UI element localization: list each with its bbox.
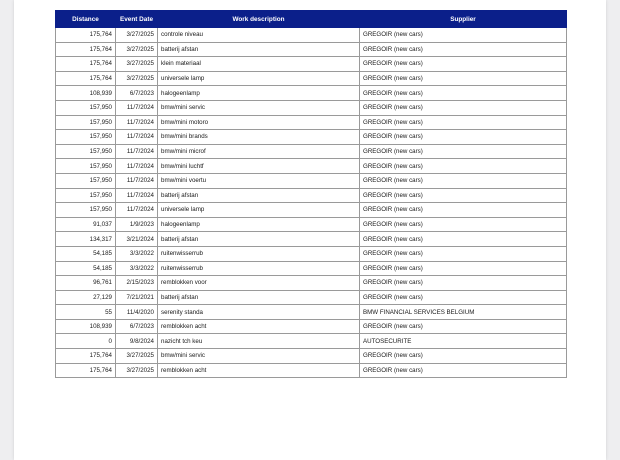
table-row <box>56 188 567 203</box>
table-row <box>56 305 567 320</box>
table-row <box>56 319 567 334</box>
table-row <box>56 232 567 247</box>
table-row <box>56 86 567 101</box>
event-date-cell: 3/3/2022 <box>116 246 158 261</box>
supplier-cell: GREGOIR (new cars) <box>360 100 567 115</box>
distance-cell: 175,764 <box>56 28 116 43</box>
event-date-cell: 11/7/2024 <box>116 115 158 130</box>
distance-cell: 175,764 <box>56 57 116 72</box>
event-date-cell: 3/27/2025 <box>116 57 158 72</box>
supplier-cell: GREGOIR (new cars) <box>360 217 567 232</box>
column-header-event-date: Event Date <box>116 11 158 28</box>
table-row <box>56 290 567 305</box>
service-history-table <box>55 10 567 378</box>
event-date-cell: 6/7/2023 <box>116 86 158 101</box>
event-date-cell: 3/21/2024 <box>116 232 158 247</box>
work-description-cell: batterij afstan <box>158 42 360 57</box>
work-description-cell: bmw/mini microf <box>158 144 360 159</box>
supplier-cell: GREGOIR (new cars) <box>360 144 567 159</box>
supplier-cell: BMW FINANCIAL SERVICES BELGIUM <box>360 305 567 320</box>
work-description-cell: bmw/mini servic <box>158 349 360 364</box>
supplier-cell: GREGOIR (new cars) <box>360 319 567 334</box>
column-header-distance: Distance <box>56 11 116 28</box>
distance-cell: 55 <box>56 305 116 320</box>
work-description-cell: ruitenwisserrub <box>158 261 360 276</box>
table-row <box>56 144 567 159</box>
supplier-cell: GREGOIR (new cars) <box>360 42 567 57</box>
table-row <box>56 246 567 261</box>
supplier-cell: GREGOIR (new cars) <box>360 57 567 72</box>
table-row <box>56 115 567 130</box>
event-date-cell: 11/7/2024 <box>116 159 158 174</box>
event-date-cell: 9/8/2024 <box>116 334 158 349</box>
supplier-cell: GREGOIR (new cars) <box>360 28 567 43</box>
table-row <box>56 42 567 57</box>
event-date-cell: 11/7/2024 <box>116 100 158 115</box>
distance-cell: 54,185 <box>56 261 116 276</box>
event-date-cell: 11/7/2024 <box>116 203 158 218</box>
distance-cell: 157,950 <box>56 188 116 203</box>
distance-cell: 108,939 <box>56 319 116 334</box>
table-row <box>56 100 567 115</box>
distance-cell: 134,317 <box>56 232 116 247</box>
work-description-cell: bmw/mini motoro <box>158 115 360 130</box>
distance-cell: 0 <box>56 334 116 349</box>
work-description-cell: ruitenwisserrub <box>158 246 360 261</box>
document-page <box>14 0 606 460</box>
distance-cell: 157,950 <box>56 159 116 174</box>
supplier-cell: GREGOIR (new cars) <box>360 188 567 203</box>
event-date-cell: 6/7/2023 <box>116 319 158 334</box>
table-row <box>56 173 567 188</box>
table-row <box>56 71 567 86</box>
supplier-cell: GREGOIR (new cars) <box>360 115 567 130</box>
supplier-cell: AUTOSECURITE <box>360 334 567 349</box>
distance-cell: 54,185 <box>56 246 116 261</box>
work-description-cell: universele lamp <box>158 71 360 86</box>
event-date-cell: 1/9/2023 <box>116 217 158 232</box>
distance-cell: 108,939 <box>56 86 116 101</box>
supplier-cell: GREGOIR (new cars) <box>360 159 567 174</box>
header-row <box>56 11 567 28</box>
work-description-cell: serenity standa <box>158 305 360 320</box>
distance-cell: 157,950 <box>56 173 116 188</box>
table-row <box>56 349 567 364</box>
work-description-cell: remblokken acht <box>158 319 360 334</box>
column-header-work-description: Work description <box>158 11 360 28</box>
work-description-cell: batterij afstan <box>158 188 360 203</box>
distance-cell: 157,950 <box>56 144 116 159</box>
supplier-cell: GREGOIR (new cars) <box>360 363 567 378</box>
distance-cell: 175,764 <box>56 363 116 378</box>
work-description-cell: bmw/mini servic <box>158 100 360 115</box>
table-row <box>56 203 567 218</box>
table-row <box>56 28 567 43</box>
event-date-cell: 11/7/2024 <box>116 173 158 188</box>
supplier-cell: GREGOIR (new cars) <box>360 261 567 276</box>
supplier-cell: GREGOIR (new cars) <box>360 86 567 101</box>
event-date-cell: 3/27/2025 <box>116 349 158 364</box>
event-date-cell: 11/7/2024 <box>116 130 158 145</box>
supplier-cell: GREGOIR (new cars) <box>360 71 567 86</box>
distance-cell: 157,950 <box>56 130 116 145</box>
work-description-cell: halogeenlamp <box>158 86 360 101</box>
table-row <box>56 261 567 276</box>
work-description-cell: klein materiaal <box>158 57 360 72</box>
event-date-cell: 3/27/2025 <box>116 28 158 43</box>
distance-cell: 91,037 <box>56 217 116 232</box>
table-row <box>56 130 567 145</box>
event-date-cell: 2/15/2023 <box>116 276 158 291</box>
table-row <box>56 159 567 174</box>
event-date-cell: 11/7/2024 <box>116 144 158 159</box>
distance-cell: 157,950 <box>56 115 116 130</box>
work-description-cell: halogeenlamp <box>158 217 360 232</box>
supplier-cell: GREGOIR (new cars) <box>360 173 567 188</box>
work-description-cell: bmw/mini luchtf <box>158 159 360 174</box>
column-header-supplier: Supplier <box>360 11 567 28</box>
distance-cell: 175,764 <box>56 349 116 364</box>
table-row <box>56 217 567 232</box>
table-row <box>56 363 567 378</box>
distance-cell: 27,129 <box>56 290 116 305</box>
event-date-cell: 3/27/2025 <box>116 71 158 86</box>
event-date-cell: 11/7/2024 <box>116 188 158 203</box>
supplier-cell: GREGOIR (new cars) <box>360 232 567 247</box>
event-date-cell: 7/21/2021 <box>116 290 158 305</box>
work-description-cell: bmw/mini brands <box>158 130 360 145</box>
table-row <box>56 57 567 72</box>
table-row <box>56 276 567 291</box>
work-description-cell: controle niveau <box>158 28 360 43</box>
work-description-cell: nazicht tch keu <box>158 334 360 349</box>
supplier-cell: GREGOIR (new cars) <box>360 203 567 218</box>
event-date-cell: 3/27/2025 <box>116 42 158 57</box>
work-description-cell: remblokken acht <box>158 363 360 378</box>
distance-cell: 157,950 <box>56 203 116 218</box>
distance-cell: 157,950 <box>56 100 116 115</box>
supplier-cell: GREGOIR (new cars) <box>360 290 567 305</box>
supplier-cell: GREGOIR (new cars) <box>360 349 567 364</box>
work-description-cell: bmw/mini voertu <box>158 173 360 188</box>
supplier-cell: GREGOIR (new cars) <box>360 130 567 145</box>
distance-cell: 96,761 <box>56 276 116 291</box>
work-description-cell: remblokken voor <box>158 276 360 291</box>
distance-cell: 175,764 <box>56 71 116 86</box>
event-date-cell: 3/3/2022 <box>116 261 158 276</box>
work-description-cell: batterij afstan <box>158 232 360 247</box>
table-row <box>56 334 567 349</box>
work-description-cell: universele lamp <box>158 203 360 218</box>
distance-cell: 175,764 <box>56 42 116 57</box>
event-date-cell: 11/4/2020 <box>116 305 158 320</box>
supplier-cell: GREGOIR (new cars) <box>360 246 567 261</box>
event-date-cell: 3/27/2025 <box>116 363 158 378</box>
work-description-cell: batterij afstan <box>158 290 360 305</box>
supplier-cell: GREGOIR (new cars) <box>360 276 567 291</box>
